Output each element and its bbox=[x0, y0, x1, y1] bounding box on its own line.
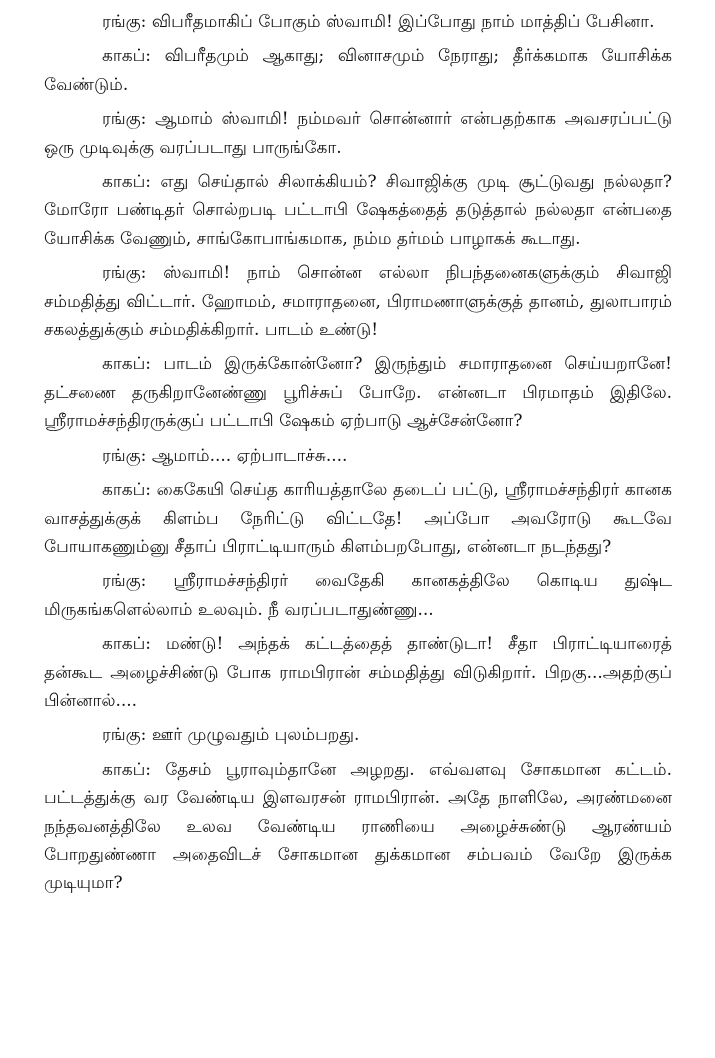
speaker-label: காகப்: bbox=[102, 480, 152, 501]
dialogue-text: விபரீதமும் ஆகாது; வினாசமும் நேராது; தீர்க்கமாக யோசிக்க வேண்டும். bbox=[44, 46, 672, 95]
dialogue-text: பாடம் இருக்கோன்னோ? இருந்தும் சமாராதனை செய்யறானே! தட்சணை தருகிறானேண்ணு பூரிச்சுப் போறே. என்னடா பிரமாதம் இதிலே. ஸ்ரீராமச்சந்திரருக்குப் பட்டாபி ஷேகம் ஏற்பாடு ஆச்சேன்னோ? bbox=[44, 354, 672, 432]
speaker-label: காகப்: bbox=[102, 46, 152, 67]
dialogue-paragraph bbox=[44, 476, 672, 561]
dialogue-text: ஊர் முழுவதும் புலம்பறது. bbox=[151, 725, 360, 746]
speaker-label: ரங்கு: bbox=[102, 445, 147, 466]
dialogue-paragraph bbox=[44, 442, 672, 470]
dialogue-paragraph bbox=[44, 168, 672, 253]
dialogue-paragraph bbox=[44, 259, 672, 344]
dialogue-paragraph bbox=[44, 756, 672, 898]
speaker-label: ரங்கு: bbox=[102, 263, 147, 284]
dialogue-paragraph bbox=[44, 567, 672, 624]
dialogue-paragraph bbox=[44, 350, 672, 435]
dialogue-paragraph bbox=[44, 630, 672, 715]
dialogue-text: மண்டு! அந்தக் கட்டத்தைத் தாண்டுடா! சீதா பிராட்டியாரைத் தன்கூட அழைச்சிண்டு போக ராமபிரான் சம்மதித்து விடுகிறார். பிறகு...அதற்குப் பின்னால்.... bbox=[44, 634, 673, 711]
dialogue-text: கைகேயி செய்த காரியத்தாலே தடைப் பட்டு, ஸ்ரீராமச்சந்திரர் கானக வாசத்துக்குக் கிளம்ப நேரிட்டு விட்டதே! அப்போ அவரோடு கூடவே போயாகணும்னு சீதாப் பிராட்டியாரும் கிளம்பறபோது, என்னடா நடந்தது? bbox=[44, 480, 673, 557]
speaker-label: காகப்: bbox=[102, 634, 152, 655]
dialogue-paragraph bbox=[44, 42, 672, 99]
speaker-label: ரங்கு: bbox=[102, 12, 147, 32]
speaker-label: ரங்கு: bbox=[102, 725, 147, 746]
dialogue-paragraph bbox=[44, 105, 672, 162]
speaker-label: ரங்கு: bbox=[102, 109, 147, 130]
dialogue-paragraph bbox=[44, 721, 672, 749]
dialogue-text: ஆமாம் ஸ்வாமி! நம்மவர் சொன்னார் என்பதற்காக அவசரப்பட்டு ஒரு முடிவுக்கு வரப்படாது பாருங்கோ. bbox=[44, 109, 672, 158]
dialogue-text: ஆமாம்.... ஏற்பாடாச்சு.... bbox=[151, 445, 348, 466]
document-page bbox=[44, 8, 672, 904]
dialogue-text: ஸ்வாமி! நாம் சொன்ன எல்லா நிபந்தனைகளுக்கும் சிவாஜி சம்மதித்து விட்டார். ஹோமம், சமாராதனை, பிராமணாளுக்குத் தானம், துலாபாரம் சகலத்துக்கும் சம்மதிக்கிறார். பாடம் உண்டு! bbox=[44, 263, 672, 341]
dialogue-text: விபரீதமாகிப் போகும் ஸ்வாமி! இப்போது நாம் மாத்திப் பேசினா. bbox=[151, 12, 655, 32]
dialogue-text: தேசம் பூராவும்தானே அழறது. எவ்வளவு சோகமான கட்டம். பட்டத்துக்கு வர வேண்டிய இளவரசன் ராமபிரான். அதே நாளிலே, அரண்மனை நந்தவனத்திலே உலவ வேண்டிய ராணியை அழைச்சுண்டு ஆரண்யம் போறதுண்ணா அதைவிடச் சோகமான துக்கமான சம்பவம் வேறே இருக்க முடியுமா? bbox=[44, 759, 673, 894]
dialogue-text: ஸ்ரீராமச்சந்திரர் வைதேகி கானகத்திலே கொடிய துஷ்ட மிருகங்களெல்லாம் உலவும். நீ வரப்படாதுண்ணு... bbox=[44, 571, 672, 620]
speaker-label: காகப்: bbox=[102, 354, 152, 375]
dialogue-paragraph bbox=[44, 8, 672, 36]
speaker-label: ரங்கு: bbox=[102, 571, 147, 592]
speaker-label: காகப்: bbox=[102, 759, 152, 780]
dialogue-text: எது செய்தால் சிலாக்கியம்? சிவாஜிக்கு முடி சூட்டுவது நல்லதா? மோரோ பண்டிதர் சொல்றபடி பட்டாபி ஷேகத்தைத் தடுத்தால் நல்லதா என்பதை யோசிக்க வேணும், சாங்கோபாங்கமாக, நம்ம தர்மம் பாழாகக் கூடாது. bbox=[44, 172, 673, 249]
speaker-label: காகப்: bbox=[102, 172, 152, 193]
